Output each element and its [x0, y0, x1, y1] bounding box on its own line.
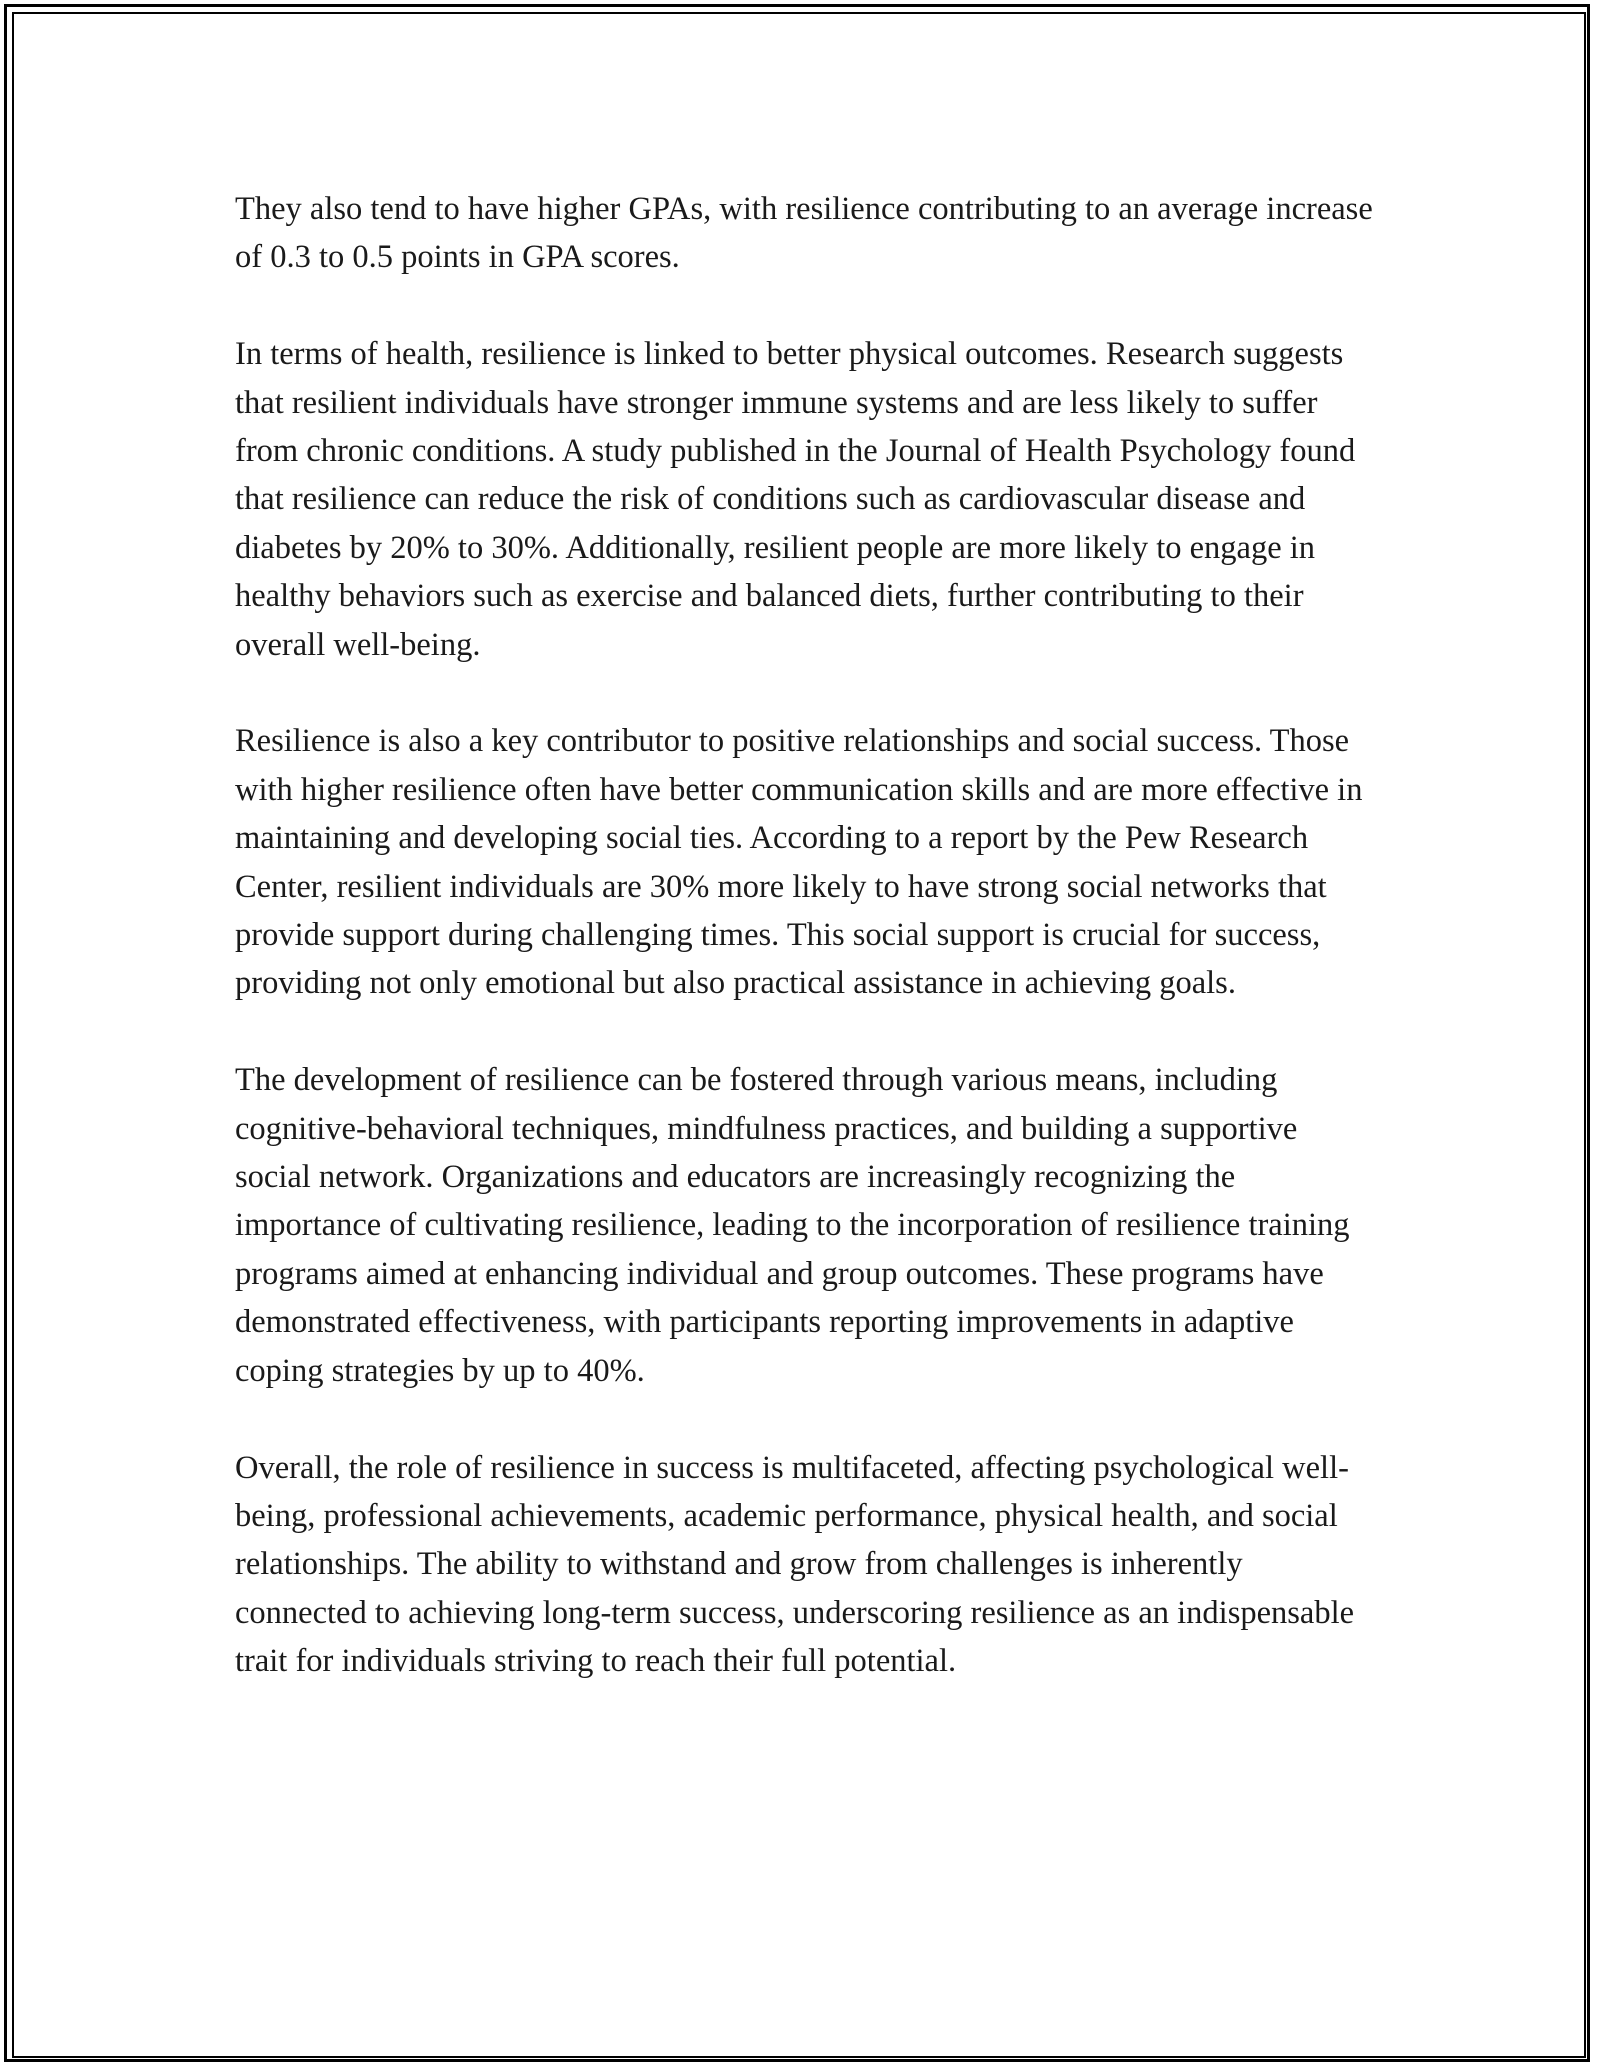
paragraph-overall: Overall, the role of resilience in success is multifaceted, affecting psychological well-being, professional achievements, academic performance, physical health, and social relationships. The ability to withstand and grow from challenges is inherently connected to achieving long-term success, underscoring resilience as an indispensable trait for individuals striving to reach their full potential.: [235, 1449, 1355, 1680]
paragraph-gpa: They also tend to have higher GPAs, with resilience contributing to an average increase of 0.3 to 0.5 points in GPA scores.: [235, 191, 1373, 276]
paragraph-development: The development of resilience can be fostered through various means, including cognitive-behavioral techniques, mindfulness practices, and building a supportive social network. Organizations and educators are increasingly recognizing the importance of cultivating resilience, leading to the incorporation of resilience training programs aimed at enhancing individual and group outcomes. These programs have demonstrated effectiveness, with participants reporting improvements in adaptive coping strategies by up to 40%.: [235, 1062, 1350, 1389]
paragraph-health: In terms of health, resilience is linked to better physical outcomes. Research suggests that resilient individuals have stronger immune systems and are less likely to suffer from chronic conditions. A study published in the Journal of Health Psychology found that resilience can reduce the risk of conditions such as cardiovascular disease and diabetes by 20% to 30%. Additionally, resilient people are more likely to engage in healthy behaviors such as exercise and balanced diets, further contributing to their overall well-being.: [235, 336, 1356, 663]
document-body: [235, 185, 1375, 1734]
paragraph-relationships: Resilience is also a key contributor to positive relationships and social success. Those with higher resilience often have better communication skills and are more effective in maintaining and developing social ties. According to a report by the Pew Research Center, resilient individuals are 30% more likely to have strong social networks that provide support during challenging times. This social support is crucial for success, providing not only emotional but also practical assistance in achieving goals.: [235, 723, 1363, 1002]
